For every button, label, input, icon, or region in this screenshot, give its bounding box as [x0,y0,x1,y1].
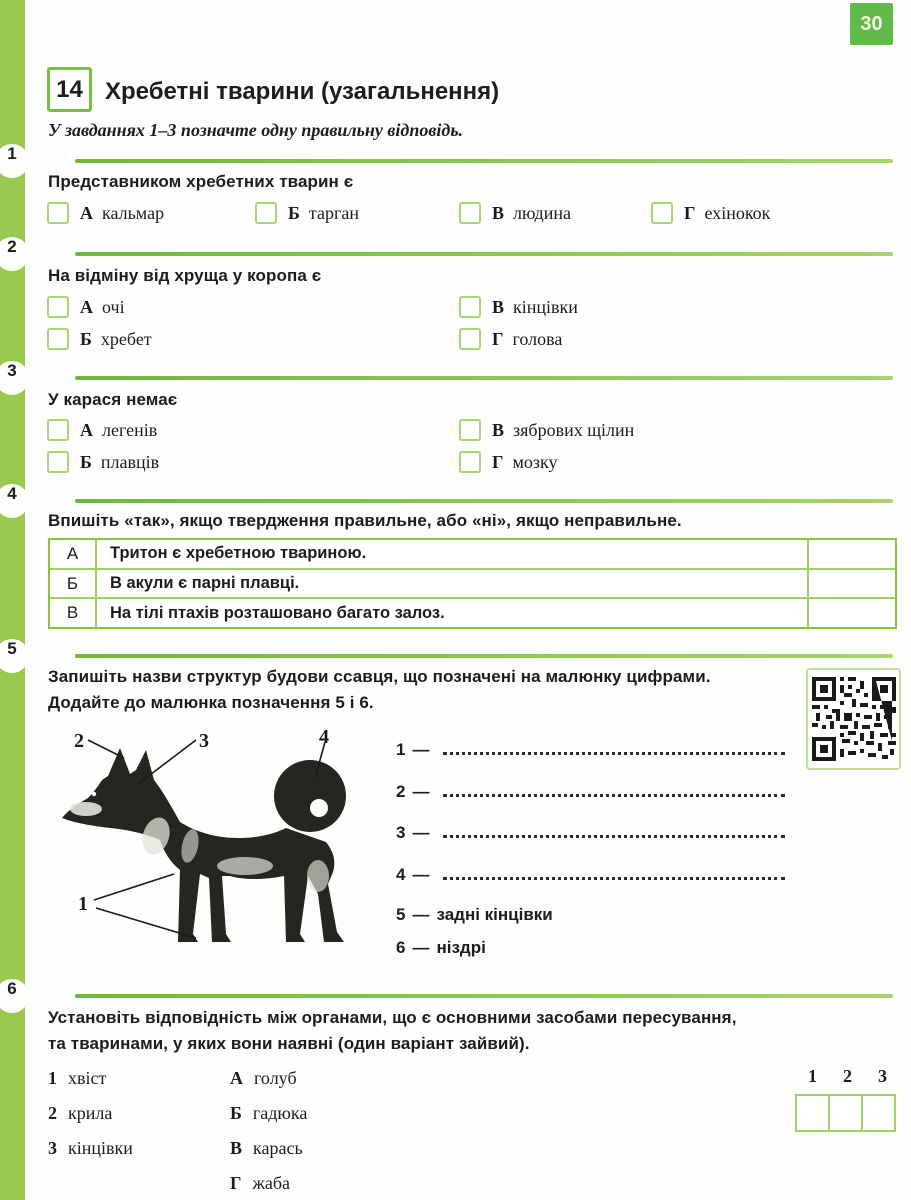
item-letter: Б [230,1103,242,1123]
answer-number: 2 [396,782,406,801]
dash: — [412,782,430,801]
answer-number: 5 [396,905,406,924]
q2-checkbox-b[interactable] [47,328,69,350]
q3-option-g [459,451,557,473]
grid-header-1: 1 [808,1066,817,1086]
item-letter: Г [230,1173,242,1193]
dog-illustration [38,724,358,956]
answer-number: 1 [396,740,406,759]
q6-animal-v [230,1138,303,1159]
q6-answer-grid [795,1094,896,1132]
table-row [50,540,895,568]
dash: — [412,905,430,924]
q2-checkbox-v[interactable] [459,296,481,318]
option-letter: Б [80,328,92,349]
option-letter: А [80,296,93,317]
q5-answer-row-1 [396,740,785,760]
q5-answer-line-2[interactable] [443,784,785,797]
item-text: крила [68,1103,113,1123]
q3-option-b [47,451,159,473]
option-letter: Г [492,451,504,472]
q6-animal-g [230,1173,290,1194]
option-text: хребет [100,328,152,349]
item-text: карась [253,1138,303,1158]
q5-answer-row-3 [396,823,785,843]
row-letter: А [50,540,97,568]
q2-checkbox-g[interactable] [459,328,481,350]
question-3-stem: У карася немає [48,390,178,409]
page-title: Хребетні тварини (узагальнення) [105,78,500,105]
row-statement: Тритон є хребетною твариною. [110,544,367,563]
option-letter: Г [684,202,696,223]
figure-label-3: 3 [199,730,209,752]
q5-answer-row-2 [396,782,785,802]
question-divider [75,159,893,163]
q5-answer-line-1[interactable] [443,742,785,755]
dash: — [412,740,430,759]
q6-animal-a [230,1068,297,1089]
item-text: гадюка [252,1103,308,1123]
option-letter: В [492,296,505,317]
q6-organ-1 [48,1068,106,1089]
q5-answer-line-3[interactable] [443,825,785,838]
left-accent-stripe [0,0,25,1200]
question-divider [75,994,893,998]
answer-number: 3 [396,823,406,842]
dash: — [412,938,430,957]
page-number-badge: 30 [850,3,893,45]
question-6-number: 6 [0,979,29,1013]
question-6-stem-line2: та тваринами, у яких вони наявні (один варіант зайвий). [48,1034,530,1053]
q1-checkbox-b[interactable] [255,202,277,224]
qr-code-pattern [812,677,896,761]
row-statement: На тілі птахів розташовано багато залоз. [110,603,445,622]
row-answer-cell[interactable] [807,599,895,627]
row-statement: В акули є парні плавці. [110,574,300,592]
row-answer-cell[interactable] [807,540,895,568]
q5-answer-row-5 [396,905,553,925]
q2-checkbox-a[interactable] [47,296,69,318]
item-letter: А [230,1068,243,1088]
question-2-stem: На відміну від хруща у коропа є [48,266,322,285]
dash: — [412,865,430,884]
q6-answer-cell-2[interactable] [828,1094,863,1132]
q2-option-g [459,328,562,350]
question-3-number: 3 [0,361,29,395]
option-text: мозку [512,451,558,472]
q3-checkbox-v[interactable] [459,419,481,441]
answer-number: 4 [396,865,406,884]
q1-checkbox-g[interactable] [651,202,673,224]
q6-organ-3 [48,1138,133,1159]
table-row [50,597,895,627]
question-4-stem: Впишіть «так», якщо твердження правильне, або «ні», якщо неправильне. [48,511,682,530]
q5-answer-row-6 [396,938,486,958]
question-divider [75,499,893,503]
row-letter: Б [50,570,97,598]
question-5-stem-line2: Додайте до малюнка позначення 5 і 6. [48,693,374,712]
option-letter: В [492,202,505,223]
qr-code [806,668,901,770]
q6-organ-2 [48,1103,112,1124]
question-divider [75,252,893,256]
q6-answer-grid-headers [795,1066,900,1087]
dog-eye [92,792,96,796]
option-text: очі [102,296,125,317]
q6-answer-cell-1[interactable] [795,1094,830,1132]
question-divider [75,376,893,380]
table-row [50,568,895,598]
question-2-number: 2 [0,237,29,271]
option-letter: А [80,419,93,440]
q2-option-b [47,328,152,350]
q1-checkbox-v[interactable] [459,202,481,224]
option-text: голова [512,328,563,349]
q2-option-v [459,296,578,318]
answer-text: задні кінцівки [436,905,553,924]
q6-animal-b [230,1103,307,1124]
question-1-stem: Представником хребетних тварин є [48,172,354,191]
option-text: людина [513,202,571,223]
question-5-number: 5 [0,639,29,673]
option-text: кінцівки [513,296,578,317]
option-letter: Г [492,328,504,349]
figure-label-1: 1 [78,893,88,915]
q2-option-a [47,296,125,318]
instruction-text: У завданнях 1–3 позначте одну правильну відповідь. [48,120,464,140]
q1-option-g [651,202,770,224]
lesson-number-box: 14 [47,67,92,112]
q3-option-v [459,419,634,441]
q5-answer-line-4[interactable] [443,867,785,880]
question-5-stem-line1: Запишіть назви структур будови ссавця, що позначені на малюнку цифрами. [48,667,711,686]
item-number: 2 [48,1103,57,1123]
dash: — [412,823,430,842]
option-text: ехінокок [704,202,771,223]
q6-answer-cell-3[interactable] [861,1094,896,1132]
option-text: тарган [308,202,359,223]
q3-checkbox-g[interactable] [459,451,481,473]
answer-text: ніздрі [436,938,486,957]
q3-checkbox-b[interactable] [47,451,69,473]
row-letter: В [50,599,97,627]
item-text: жаба [252,1173,291,1193]
question-6-stem-line1: Установіть відповідність між органами, що є основними засобами пересування, [48,1008,737,1027]
question-4-number: 4 [0,484,29,518]
row-answer-cell[interactable] [807,570,895,598]
option-text: легенів [102,419,158,440]
option-text: кальмар [102,202,165,223]
grid-header-3: 3 [878,1066,887,1086]
option-letter: В [492,419,505,440]
q1-option-v [459,202,571,224]
answer-number: 6 [396,938,406,957]
grid-header-2: 2 [843,1066,852,1086]
q5-answer-row-4 [396,865,785,885]
question-1-number: 1 [0,144,29,178]
q1-option-a [47,202,164,224]
figure-label-2: 2 [74,730,84,752]
item-number: 3 [48,1138,57,1158]
item-text: голуб [254,1068,297,1088]
item-text: хвіст [68,1068,107,1088]
item-number: 1 [48,1068,57,1088]
q1-option-b [255,202,359,224]
q3-checkbox-a[interactable] [47,419,69,441]
dog-tail [274,760,346,832]
question-divider [75,654,893,658]
option-text: зябрових щілин [513,419,635,440]
item-letter: В [230,1138,243,1158]
true-false-table [48,538,897,629]
q1-checkbox-a[interactable] [47,202,69,224]
item-text: кінцівки [68,1138,133,1158]
dog-figure [38,724,358,956]
option-letter: А [80,202,93,223]
q3-option-a [47,419,157,441]
option-letter: Б [80,451,92,472]
option-text: плавців [100,451,160,472]
option-letter: Б [288,202,300,223]
figure-label-4: 4 [319,726,329,748]
